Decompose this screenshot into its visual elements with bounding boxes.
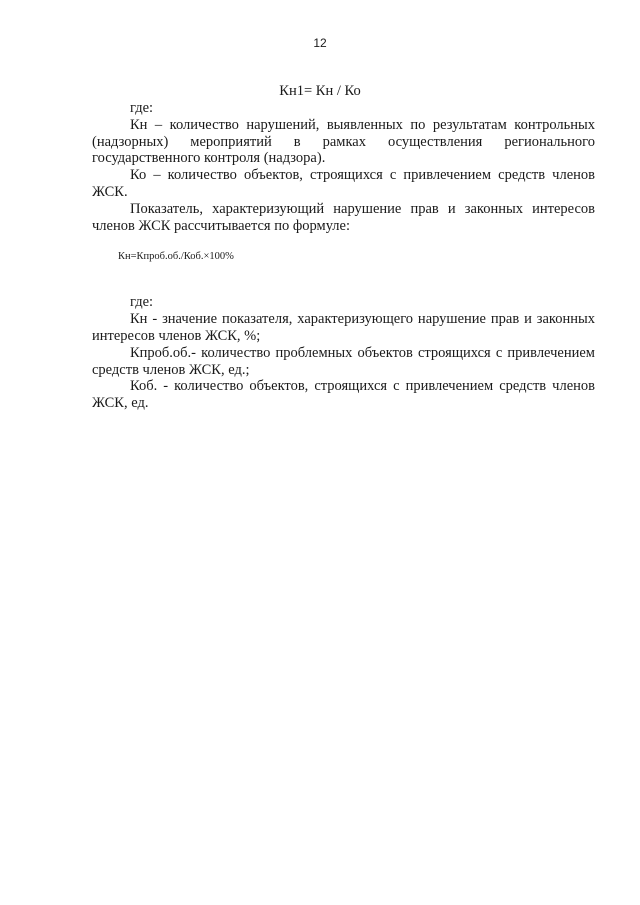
spacer xyxy=(92,264,595,294)
where-label-1: где: xyxy=(130,100,154,116)
kprob-definition: Кпроб.об.- количество проблемных объектов строящихся с привлечением средств членов ЖСК, ед.; xyxy=(92,344,595,378)
kn-definition: Кн – количество нарушений, выявленных по результатам контрольных (надзорных) мероприятий в рамках осуществления регионального государственного контроля (надзора). xyxy=(92,116,595,167)
indicator-paragraph: Показатель, характеризующий нарушение прав и законных интересов членов ЖСК рассчитывается по формуле: xyxy=(92,200,595,234)
kob-definition: Коб. - количество объектов, строящихся с привлечением средств членов ЖСК, ед. xyxy=(92,378,595,412)
where-label-2: где: xyxy=(130,294,154,311)
kn-value-definition: Кн - значение показателя, характеризующего нарушение прав и законных интересов членов ЖСК, %; xyxy=(92,311,595,344)
formula-main: Кн1= Кн / Ко xyxy=(279,83,361,99)
formula-second: Кн=Кпроб.об./Коб.×100% xyxy=(118,251,234,263)
ko-definition: Ко – количество объектов, строящихся с привлечением средств членов ЖСК. xyxy=(92,167,595,200)
page-number: 12 xyxy=(313,36,327,50)
document-body xyxy=(92,100,595,412)
